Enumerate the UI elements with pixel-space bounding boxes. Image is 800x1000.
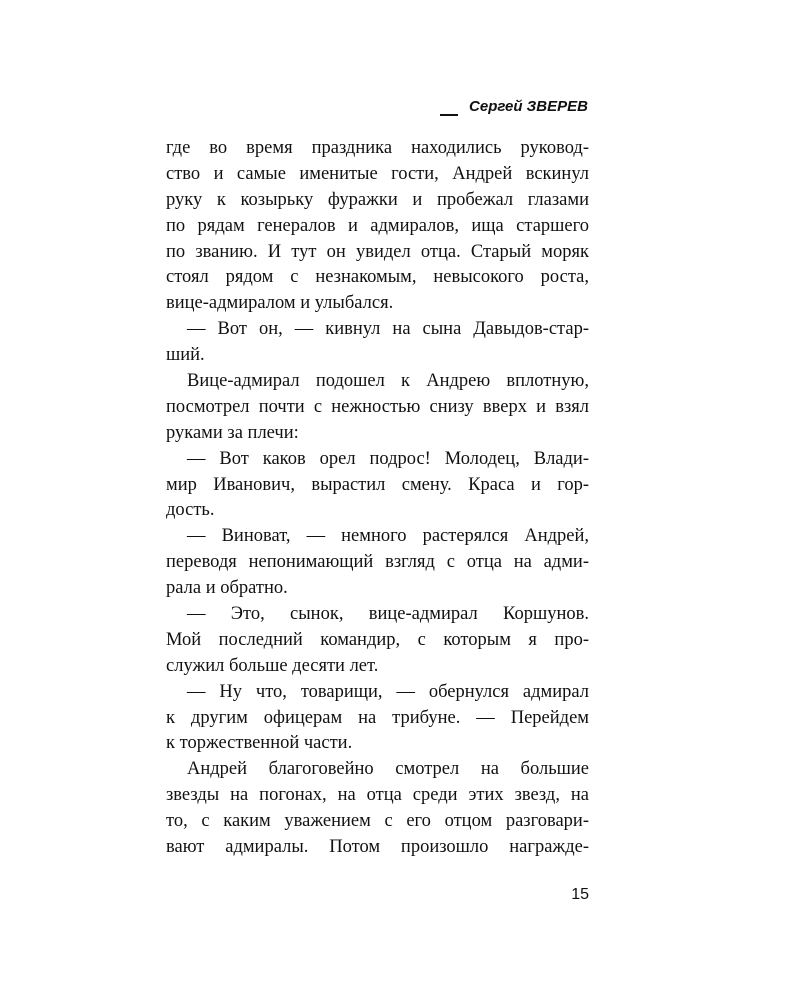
text-line: — Ну что, товарищи, — обернулся адмирал bbox=[187, 681, 589, 702]
text-line: вице-адмиралом и улыбался. bbox=[166, 293, 394, 314]
text-line: Вице-адмирал подошел к Андрею вплотную, bbox=[187, 371, 589, 392]
text-line: руками за плечи: bbox=[166, 422, 299, 443]
running-header-author: Сергей ЗВЕРЕВ bbox=[469, 98, 588, 115]
text-line: вают адмиралы. Потом произошло награжде- bbox=[166, 837, 589, 858]
page-body-text bbox=[166, 136, 589, 861]
header-rule bbox=[440, 114, 458, 116]
text-line: посмотрел почти с нежностью снизу вверх и взял bbox=[166, 396, 589, 417]
text-line: ство и самые именитые гости, Андрей вскинул bbox=[166, 163, 589, 184]
text-line: — Вот он, — кивнул на сына Давыдов-стар- bbox=[187, 319, 589, 340]
text-line: — Виноват, — немного растерялся Андрей, bbox=[187, 526, 589, 547]
text-line: по рядам генералов и адмиралов, ища старшего bbox=[166, 215, 589, 236]
text-line: Мой последний командир, с которым я про- bbox=[166, 629, 589, 650]
text-line: мир Иванович, вырастил смену. Краса и гор- bbox=[166, 474, 589, 495]
text-line: — Это, сынок, вице-адмирал Коршунов. bbox=[187, 604, 589, 625]
text-line: где во время праздника находились руковод- bbox=[166, 138, 589, 158]
text-line: ший. bbox=[166, 345, 205, 366]
text-line: — Вот каков орел подрос! Молодец, Влади- bbox=[187, 448, 589, 469]
text-line: служил больше десяти лет. bbox=[166, 655, 379, 676]
text-line: к торжественной части. bbox=[166, 733, 353, 754]
text-line: по званию. И тут он увидел отца. Старый моряк bbox=[166, 241, 589, 262]
text-line: к другим офицерам на трибуне. — Перейдем bbox=[166, 707, 589, 728]
text-line: дость. bbox=[166, 500, 215, 521]
page-number: 15 bbox=[571, 886, 589, 903]
text-line: Андрей благоговейно смотрел на большие bbox=[187, 759, 589, 780]
text-line: стоял рядом с незнакомым, невысокого роста, bbox=[166, 267, 589, 288]
text-line: рала и обратно. bbox=[166, 578, 288, 599]
text-line: руку к козырьку фуражки и пробежал глазами bbox=[166, 189, 589, 210]
text-line: то, с каким уважением с его отцом разговари- bbox=[166, 811, 589, 832]
text-line: переводя непонимающий взгляд с отца на адми- bbox=[166, 552, 589, 573]
text-line: звезды на погонах, на отца среди этих звезд, на bbox=[166, 785, 589, 806]
